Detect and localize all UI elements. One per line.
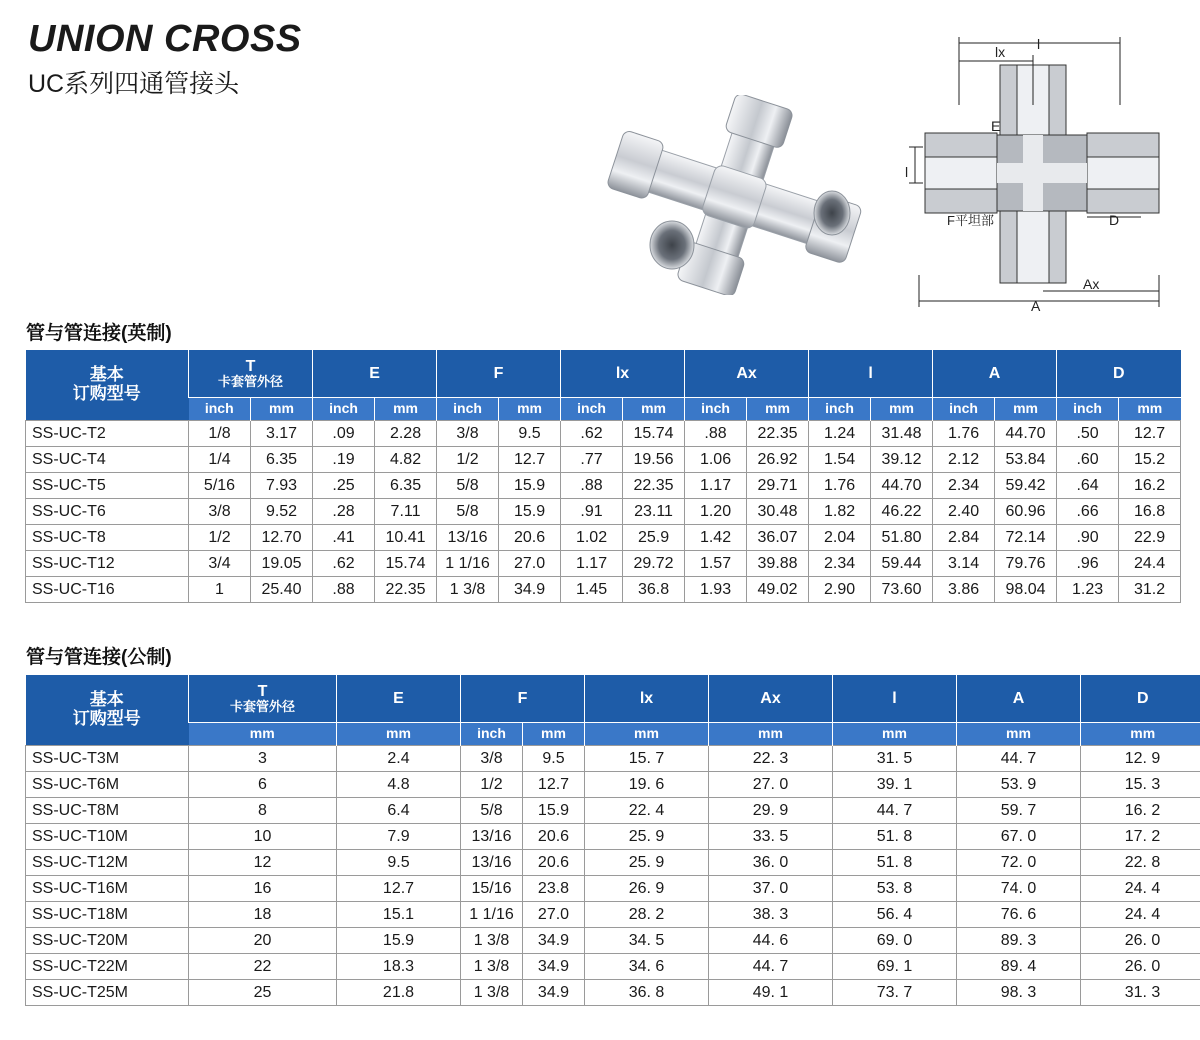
- table-cell: 1: [189, 577, 251, 603]
- table-cell: 1/4: [189, 447, 251, 473]
- table-cell: 23.8: [523, 876, 585, 902]
- table-cell: 16.2: [1119, 473, 1181, 499]
- page-subtitle: UC系列四通管接头: [28, 70, 240, 98]
- table-cell: 5/8: [437, 473, 499, 499]
- table-row: [26, 421, 1181, 447]
- table-cell: 34.9: [523, 928, 585, 954]
- table-cell: 17. 2: [1081, 824, 1200, 850]
- table-cell: 37. 0: [709, 876, 833, 902]
- table-cell: 6.35: [251, 447, 313, 473]
- table-cell: 13/16: [437, 525, 499, 551]
- unit-header-cell: mm: [871, 398, 933, 421]
- table-cell: 1.42: [685, 525, 747, 551]
- table-cell: 10.41: [375, 525, 437, 551]
- table-cell: 3/4: [189, 551, 251, 577]
- table-cell: 1.82: [809, 499, 871, 525]
- model-number-cell: SS-UC-T6: [26, 499, 189, 525]
- table-cell: 24.4: [1119, 551, 1181, 577]
- unit-header-cell: inch: [461, 723, 523, 746]
- table-cell: 44. 7: [709, 954, 833, 980]
- table-cell: 2.34: [933, 473, 995, 499]
- table-cell: 26.92: [747, 447, 809, 473]
- table-cell: 1.24: [809, 421, 871, 447]
- t-column-header: T 卡套管外径: [189, 675, 337, 723]
- model-number-cell: SS-UC-T8: [26, 525, 189, 551]
- model-number-cell: SS-UC-T2: [26, 421, 189, 447]
- model-number-cell: SS-UC-T4: [26, 447, 189, 473]
- table-row: [26, 850, 1200, 876]
- unit-header-cell: mm: [523, 723, 585, 746]
- table-cell: 44.70: [871, 473, 933, 499]
- table-cell: 98.04: [995, 577, 1057, 603]
- table-cell: 21.8: [337, 980, 461, 1006]
- model-number-cell: SS-UC-T6M: [26, 772, 189, 798]
- table-cell: .77: [561, 447, 623, 473]
- table-cell: 6.4: [337, 798, 461, 824]
- table-cell: 1.02: [561, 525, 623, 551]
- unit-header-cell: inch: [313, 398, 375, 421]
- table-cell: 1.57: [685, 551, 747, 577]
- table-cell: 3.86: [933, 577, 995, 603]
- diagram-label-f: F平坦部: [947, 213, 994, 228]
- table-cell: 73. 7: [833, 980, 957, 1006]
- table-cell: 15.74: [623, 421, 685, 447]
- table-cell: 9.52: [251, 499, 313, 525]
- f-column-header: F: [437, 350, 561, 398]
- table-cell: 15. 3: [1081, 772, 1200, 798]
- unit-header-cell: inch: [189, 398, 251, 421]
- table-cell: 36.8: [623, 577, 685, 603]
- table-cell: 1.93: [685, 577, 747, 603]
- table-cell: 2.84: [933, 525, 995, 551]
- table-cell: 1.54: [809, 447, 871, 473]
- table-row: [26, 798, 1200, 824]
- table-cell: 22: [189, 954, 337, 980]
- table-cell: 25. 9: [585, 850, 709, 876]
- unit-header-cell: mm: [623, 398, 685, 421]
- model-number-cell: SS-UC-T16: [26, 577, 189, 603]
- table-row: [26, 499, 1181, 525]
- metric-section-title: 管与管连接(公制): [26, 647, 172, 668]
- table-cell: 22. 8: [1081, 850, 1200, 876]
- table-cell: 20.6: [499, 525, 561, 551]
- table-cell: 33. 5: [709, 824, 833, 850]
- table-cell: 3.17: [251, 421, 313, 447]
- table-cell: 59. 7: [957, 798, 1081, 824]
- table-cell: 22.35: [623, 473, 685, 499]
- unit-header-cell: mm: [251, 398, 313, 421]
- model-number-cell: SS-UC-T18M: [26, 902, 189, 928]
- table-row: [26, 577, 1181, 603]
- table-cell: 1.76: [809, 473, 871, 499]
- table-cell: 22. 3: [709, 746, 833, 772]
- table-cell: 5/8: [461, 798, 523, 824]
- unit-header-cell: inch: [933, 398, 995, 421]
- table-cell: 7.93: [251, 473, 313, 499]
- lx-column-header: lx: [585, 675, 709, 723]
- model-number-cell: SS-UC-T5: [26, 473, 189, 499]
- table-cell: 18.3: [337, 954, 461, 980]
- table-cell: .09: [313, 421, 375, 447]
- t-column-header: T 卡套管外径: [189, 350, 313, 398]
- table-cell: 34. 5: [585, 928, 709, 954]
- table-cell: 1.20: [685, 499, 747, 525]
- table-cell: 1.06: [685, 447, 747, 473]
- table-row: [26, 772, 1200, 798]
- table-cell: .19: [313, 447, 375, 473]
- diagram-label-l-side: l: [905, 164, 909, 180]
- table-cell: 2.04: [809, 525, 871, 551]
- table-cell: .50: [1057, 421, 1119, 447]
- table-cell: .88: [561, 473, 623, 499]
- table-cell: 27.0: [499, 551, 561, 577]
- unit-header-cell: mm: [189, 723, 337, 746]
- imperial-spec-table: [25, 350, 1181, 603]
- table-cell: 44.70: [995, 421, 1057, 447]
- table-cell: 34.9: [523, 954, 585, 980]
- diagram-label-a: A: [1031, 298, 1041, 313]
- table-cell: 60.96: [995, 499, 1057, 525]
- table-cell: 1.76: [933, 421, 995, 447]
- a-column-header: A: [933, 350, 1057, 398]
- table-cell: 3/8: [437, 421, 499, 447]
- page-title: UNION CROSS: [28, 18, 302, 60]
- table-row: [26, 928, 1200, 954]
- table-cell: 13/16: [461, 824, 523, 850]
- table-cell: 6.35: [375, 473, 437, 499]
- model-number-cell: SS-UC-T22M: [26, 954, 189, 980]
- table-cell: 73.60: [871, 577, 933, 603]
- table-cell: 26. 0: [1081, 928, 1200, 954]
- table-cell: 16.8: [1119, 499, 1181, 525]
- unit-header-cell: mm: [375, 398, 437, 421]
- table-cell: 10: [189, 824, 337, 850]
- table-cell: 2.34: [809, 551, 871, 577]
- table-row: [26, 902, 1200, 928]
- table-cell: 27.0: [523, 902, 585, 928]
- table-cell: 9.5: [337, 850, 461, 876]
- d-column-header: D: [1057, 350, 1181, 398]
- table-cell: 2.40: [933, 499, 995, 525]
- table-cell: 51. 8: [833, 850, 957, 876]
- model-column-header: 基本 订购型号: [26, 350, 189, 421]
- table-cell: 1.23: [1057, 577, 1119, 603]
- table-cell: 12. 9: [1081, 746, 1200, 772]
- table-cell: .66: [1057, 499, 1119, 525]
- table-cell: 2.90: [809, 577, 871, 603]
- table-row: [26, 447, 1181, 473]
- table-cell: 51.80: [871, 525, 933, 551]
- table-cell: 31. 5: [833, 746, 957, 772]
- table-cell: 22.35: [375, 577, 437, 603]
- diagram-label-e: E: [991, 118, 1001, 134]
- table-cell: 34.9: [499, 577, 561, 603]
- table-cell: 22.9: [1119, 525, 1181, 551]
- e-column-header: E: [313, 350, 437, 398]
- table-cell: 49.02: [747, 577, 809, 603]
- model-number-cell: SS-UC-T12: [26, 551, 189, 577]
- table-cell: 56. 4: [833, 902, 957, 928]
- unit-header-cell: mm: [833, 723, 957, 746]
- model-number-cell: SS-UC-T12M: [26, 850, 189, 876]
- table-cell: 1 3/8: [461, 928, 523, 954]
- table-row: [26, 876, 1200, 902]
- table-cell: 26. 0: [1081, 954, 1200, 980]
- table-cell: 1.17: [685, 473, 747, 499]
- imperial-section-title: 管与管连接(英制): [26, 323, 172, 344]
- unit-header-cell: mm: [957, 723, 1081, 746]
- table-cell: 67. 0: [957, 824, 1081, 850]
- table-cell: 1/2: [437, 447, 499, 473]
- table-cell: .25: [313, 473, 375, 499]
- table-cell: 24. 4: [1081, 902, 1200, 928]
- table-row: [26, 746, 1200, 772]
- lx-column-header: lx: [561, 350, 685, 398]
- table-cell: 19. 6: [585, 772, 709, 798]
- table-cell: 15/16: [461, 876, 523, 902]
- diagram-label-lx: lx: [995, 44, 1006, 60]
- table-cell: .41: [313, 525, 375, 551]
- table-cell: 49. 1: [709, 980, 833, 1006]
- table-cell: 23.11: [623, 499, 685, 525]
- table-cell: 53. 8: [833, 876, 957, 902]
- unit-header-cell: mm: [337, 723, 461, 746]
- table-cell: 27. 0: [709, 772, 833, 798]
- table-cell: 39.88: [747, 551, 809, 577]
- table-cell: 44. 7: [957, 746, 1081, 772]
- table-cell: 1 1/16: [461, 902, 523, 928]
- table-cell: .28: [313, 499, 375, 525]
- table-cell: .91: [561, 499, 623, 525]
- table-cell: 28. 2: [585, 902, 709, 928]
- table-cell: 29.71: [747, 473, 809, 499]
- ax-column-header: Ax: [709, 675, 833, 723]
- table-cell: 1 3/8: [461, 980, 523, 1006]
- table-cell: 18: [189, 902, 337, 928]
- unit-header-cell: inch: [561, 398, 623, 421]
- unit-header-cell: inch: [437, 398, 499, 421]
- table-cell: 3/8: [189, 499, 251, 525]
- table-cell: .62: [313, 551, 375, 577]
- table-cell: 7.11: [375, 499, 437, 525]
- table-cell: 69. 0: [833, 928, 957, 954]
- table-cell: 25. 9: [585, 824, 709, 850]
- table-cell: 74. 0: [957, 876, 1081, 902]
- table-cell: 29. 9: [709, 798, 833, 824]
- table-cell: 25.40: [251, 577, 313, 603]
- model-column-header: 基本 订购型号: [26, 675, 189, 746]
- table-row: [26, 525, 1181, 551]
- table-cell: 13/16: [461, 850, 523, 876]
- table-cell: 15. 7: [585, 746, 709, 772]
- table-cell: 1/2: [189, 525, 251, 551]
- table-cell: 15.2: [1119, 447, 1181, 473]
- table-cell: 16. 2: [1081, 798, 1200, 824]
- table-cell: 3: [189, 746, 337, 772]
- table-cell: 25: [189, 980, 337, 1006]
- table-cell: 22. 4: [585, 798, 709, 824]
- table-cell: .64: [1057, 473, 1119, 499]
- table-cell: 46.22: [871, 499, 933, 525]
- product-photo: [600, 95, 870, 295]
- a-column-header: A: [957, 675, 1081, 723]
- table-cell: 4.82: [375, 447, 437, 473]
- table-cell: 15.9: [337, 928, 461, 954]
- table-row: [26, 980, 1200, 1006]
- table-cell: 22.35: [747, 421, 809, 447]
- table-cell: 12.7: [523, 772, 585, 798]
- diagram-label-ax: Ax: [1083, 276, 1100, 292]
- table-cell: 19.56: [623, 447, 685, 473]
- table-cell: 69. 1: [833, 954, 957, 980]
- table-cell: 15.1: [337, 902, 461, 928]
- metric-spec-table: [25, 675, 1200, 1006]
- table-cell: .90: [1057, 525, 1119, 551]
- table-cell: 26. 9: [585, 876, 709, 902]
- f-column-header: F: [461, 675, 585, 723]
- table-cell: 39. 1: [833, 772, 957, 798]
- table-row: [26, 473, 1181, 499]
- table-cell: 53.84: [995, 447, 1057, 473]
- model-number-cell: SS-UC-T8M: [26, 798, 189, 824]
- table-cell: 9.5: [523, 746, 585, 772]
- table-cell: 19.05: [251, 551, 313, 577]
- table-cell: 44. 6: [709, 928, 833, 954]
- table-cell: 79.76: [995, 551, 1057, 577]
- table-cell: .60: [1057, 447, 1119, 473]
- table-cell: 30.48: [747, 499, 809, 525]
- table-cell: 31.2: [1119, 577, 1181, 603]
- table-cell: 16: [189, 876, 337, 902]
- table-cell: 1 1/16: [437, 551, 499, 577]
- table-cell: 1/2: [461, 772, 523, 798]
- table-cell: .62: [561, 421, 623, 447]
- table-cell: 31. 3: [1081, 980, 1200, 1006]
- table-cell: 20.6: [523, 850, 585, 876]
- table-cell: 5/16: [189, 473, 251, 499]
- unit-header-cell: inch: [685, 398, 747, 421]
- d-column-header: D: [1081, 675, 1200, 723]
- table-cell: 2.12: [933, 447, 995, 473]
- unit-header-cell: mm: [585, 723, 709, 746]
- table-cell: 38. 3: [709, 902, 833, 928]
- unit-header-cell: mm: [499, 398, 561, 421]
- table-cell: 1/8: [189, 421, 251, 447]
- table-cell: .88: [313, 577, 375, 603]
- table-cell: 12.70: [251, 525, 313, 551]
- unit-header-cell: inch: [809, 398, 871, 421]
- table-cell: 36.07: [747, 525, 809, 551]
- table-cell: 25.9: [623, 525, 685, 551]
- table-cell: 1 3/8: [437, 577, 499, 603]
- model-number-cell: SS-UC-T20M: [26, 928, 189, 954]
- table-cell: 76. 6: [957, 902, 1081, 928]
- unit-header-cell: mm: [747, 398, 809, 421]
- cross-section-diagram: [905, 35, 1180, 313]
- table-cell: 34.9: [523, 980, 585, 1006]
- table-cell: 34. 6: [585, 954, 709, 980]
- table-cell: 3/8: [461, 746, 523, 772]
- table-cell: 12.7: [1119, 421, 1181, 447]
- table-cell: 1 3/8: [461, 954, 523, 980]
- diagram-label-d: D: [1109, 212, 1120, 228]
- table-cell: 8: [189, 798, 337, 824]
- table-cell: 1.45: [561, 577, 623, 603]
- unit-header-cell: mm: [1119, 398, 1181, 421]
- table-cell: .96: [1057, 551, 1119, 577]
- table-cell: 39.12: [871, 447, 933, 473]
- model-number-cell: SS-UC-T25M: [26, 980, 189, 1006]
- table-cell: 15.9: [523, 798, 585, 824]
- table-cell: 59.42: [995, 473, 1057, 499]
- table-cell: 36. 8: [585, 980, 709, 1006]
- table-cell: 53. 9: [957, 772, 1081, 798]
- table-cell: 44. 7: [833, 798, 957, 824]
- l-column-header: l: [809, 350, 933, 398]
- model-number-cell: SS-UC-T3M: [26, 746, 189, 772]
- table-cell: 72. 0: [957, 850, 1081, 876]
- table-cell: 1.17: [561, 551, 623, 577]
- table-cell: 24. 4: [1081, 876, 1200, 902]
- model-number-cell: SS-UC-T16M: [26, 876, 189, 902]
- table-row: [26, 551, 1181, 577]
- unit-header-cell: mm: [995, 398, 1057, 421]
- table-cell: 12.7: [499, 447, 561, 473]
- table-cell: 20.6: [523, 824, 585, 850]
- table-cell: 72.14: [995, 525, 1057, 551]
- table-cell: 2.28: [375, 421, 437, 447]
- table-cell: 6: [189, 772, 337, 798]
- diagram-label-l-top: l: [1037, 36, 1041, 52]
- table-cell: 36. 0: [709, 850, 833, 876]
- table-cell: .88: [685, 421, 747, 447]
- table-cell: 12: [189, 850, 337, 876]
- unit-header-cell: inch: [1057, 398, 1119, 421]
- table-cell: 15.9: [499, 473, 561, 499]
- ax-column-header: Ax: [685, 350, 809, 398]
- table-row: [26, 824, 1200, 850]
- table-cell: 9.5: [499, 421, 561, 447]
- table-cell: 7.9: [337, 824, 461, 850]
- e-column-header: E: [337, 675, 461, 723]
- table-row: [26, 954, 1200, 980]
- table-cell: 3.14: [933, 551, 995, 577]
- table-cell: 15.74: [375, 551, 437, 577]
- table-cell: 20: [189, 928, 337, 954]
- table-cell: 12.7: [337, 876, 461, 902]
- model-number-cell: SS-UC-T10M: [26, 824, 189, 850]
- table-cell: 59.44: [871, 551, 933, 577]
- table-cell: 5/8: [437, 499, 499, 525]
- table-cell: 31.48: [871, 421, 933, 447]
- table-cell: 4.8: [337, 772, 461, 798]
- l-column-header: l: [833, 675, 957, 723]
- table-cell: 29.72: [623, 551, 685, 577]
- table-cell: 2.4: [337, 746, 461, 772]
- unit-header-cell: mm: [709, 723, 833, 746]
- table-cell: 89. 4: [957, 954, 1081, 980]
- unit-header-cell: mm: [1081, 723, 1200, 746]
- table-cell: 15.9: [499, 499, 561, 525]
- table-cell: 89. 3: [957, 928, 1081, 954]
- table-cell: 51. 8: [833, 824, 957, 850]
- table-cell: 98. 3: [957, 980, 1081, 1006]
